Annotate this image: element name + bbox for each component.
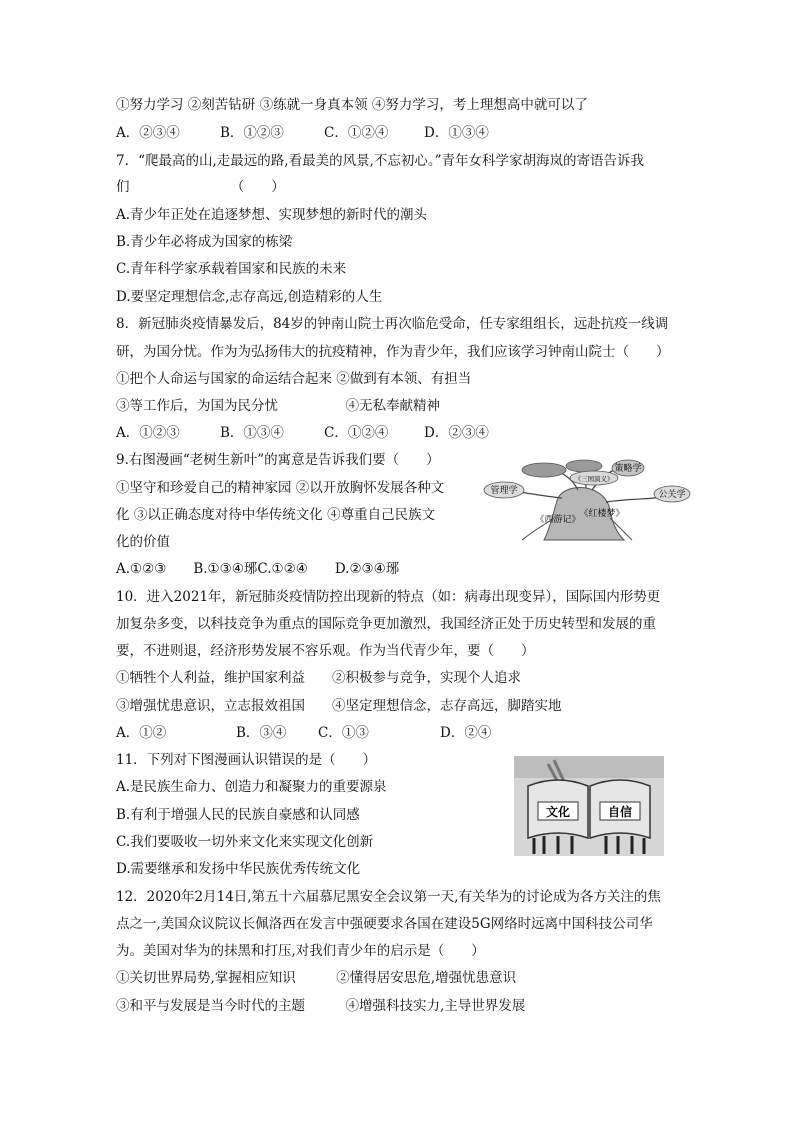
q7-option-a: A.青少年正处在追逐梦想、实现梦想的新时代的潮头 bbox=[116, 207, 428, 223]
q10-statements-2: ③增强忧患意识，立志报效祖国 ④坚定理想信念，志存高远，脚踏实地 bbox=[116, 698, 562, 714]
q8-option-a: A．①②③ bbox=[116, 425, 180, 441]
q9-options: A.①②③ B.①③④琊C.①②④ D.②③④琊 bbox=[116, 561, 400, 577]
q8-option-c: C．①②④ bbox=[324, 425, 389, 441]
q10-stem-line1: 10．进入2021年，新冠肺炎疫情防控出现新的特点（如：病毒出现变异），国际国内形势更 bbox=[116, 589, 661, 605]
leaf-label-pr: 公关学 bbox=[658, 490, 686, 500]
tree-new-leaves-cartoon bbox=[482, 458, 694, 542]
q9-stem: 9.右图漫画“老树生新叶”的寓意是告诉我们要（ ） bbox=[116, 452, 440, 468]
q10-stem-line3: 要，不进则退，经济形势发展不容乐观。作为当代青少年，要（ ） bbox=[116, 643, 535, 659]
q7-option-d: D.要坚定理想信念,志存高远,创造精彩的人生 bbox=[116, 289, 383, 305]
root-label-hongloumeng: 《红楼梦》 bbox=[579, 509, 625, 519]
q6-option-b: B．①②③ bbox=[220, 125, 284, 141]
book-right-label: 自信 bbox=[607, 805, 633, 819]
q6-options bbox=[116, 124, 489, 142]
q6-option-d: D．①③④ bbox=[424, 125, 489, 141]
q9-statements-1: ①坚守和珍爱自己的精神家园 ②以开放胸怀发展各种文 bbox=[116, 480, 445, 496]
q6-option-c: C．①②④ bbox=[324, 125, 389, 141]
q12-statements-2: ③和平与发展是当今时代的主题 ④增强科技实力,主导世界发展 bbox=[116, 998, 526, 1014]
q6-option-a: A．②③④ bbox=[116, 125, 180, 141]
q7-option-b: B.青少年必将成为国家的栋梁 bbox=[116, 234, 293, 250]
q10-option-a: A．①② bbox=[116, 725, 167, 741]
q10-options bbox=[116, 724, 491, 742]
q8-statements-2: ③等工作后，为国为民分忧 ④无私奉献精神 bbox=[116, 398, 440, 414]
q8-option-d: D．②③④ bbox=[424, 425, 489, 441]
cultural-confidence-cartoon bbox=[514, 756, 664, 856]
q11-option-c: C.我们要吸收一切外来文化来实现文化创新 bbox=[116, 834, 374, 850]
q12-stem-line1: 12．2020年2月14日,第五十六届慕尼黑安全会议第一天,有关华为的讨论成为各方关注的焦 bbox=[116, 889, 661, 905]
q11-option-a: A.是民族生命力、创造力和凝聚力的重要源泉 bbox=[116, 779, 387, 795]
q9-statements-3: 化的价值 bbox=[116, 534, 170, 550]
q8-option-b: B．①③④ bbox=[220, 425, 284, 441]
q10-stem-line2: 加复杂多变，以科技竞争为重点的国际竞争更加激烈，我国经济正处于历史转型和发展的重 bbox=[116, 616, 656, 632]
q7-stem-line1: 7．“爬最高的山,走最远的路,看最美的风景,不忘初心。”青年女科学家胡海岚的寄语告诉我 bbox=[116, 153, 645, 169]
q9-statements-2: 化 ③以正确态度对待中华传统文化 ④尊重自己民族文 bbox=[116, 507, 436, 523]
q8-statements-1: ①把个人命运与国家的命运结合起来 ②做到有本领、有担当 bbox=[116, 371, 472, 387]
q7-option-c: C.青年科学家承载着国家和民族的未来 bbox=[116, 261, 347, 277]
q12-stem-line2: 点之一,美国众议院议长佩洛西在发言中强硬要求各国在建设5G网络时远离中国科技公司华 bbox=[116, 916, 653, 932]
q8-options bbox=[116, 424, 489, 442]
q12-statements-1: ①关切世界局势,掌握相应知识 ②懂得居安思危,增强忧患意识 bbox=[116, 970, 517, 986]
q10-option-d: D．②④ bbox=[440, 725, 492, 741]
leaf-label-sanguo: 《三国演义》 bbox=[574, 475, 614, 483]
q6-statements: ①努力学习 ②刻苦钻研 ③练就一身真本领 ④努力学习，考上理想高中就可以了 bbox=[116, 97, 588, 113]
leaf-label-management: 管理学 bbox=[490, 486, 518, 496]
root-label-xiyouji: 《西游记》 bbox=[535, 515, 581, 525]
q10-statements-1: ①牺牲个人利益，维护国家利益 ②积极参与竞争，实现个人追求 bbox=[116, 670, 521, 686]
q11-option-b: B.有利于增强人民的民族自豪感和认同感 bbox=[116, 807, 360, 823]
q11-stem: 11．下列对下图漫画认识错误的是（ ） bbox=[116, 752, 377, 768]
q8-stem-line2: 研，为国分忧。作为为弘扬伟大的抗疫精神，作为青少年，我们应该学习钟南山院士（ ） bbox=[116, 344, 670, 360]
q8-stem-line1: 8．新冠肺炎疫情暴发后，84岁的钟南山院士再次临危受命，任专家组组长，远赴抗疫一线调 bbox=[116, 316, 669, 332]
q10-option-b: B．③④ bbox=[236, 725, 287, 741]
q11-option-d: D.需要继承和发扬中华民族优秀传统文化 bbox=[116, 861, 361, 877]
q7-stem-line2: 们 （ ） bbox=[116, 179, 285, 195]
q12-stem-line3: 为。美国对华为的抹黑和打压,对我们青少年的启示是（ ） bbox=[116, 943, 485, 959]
leaf-label-strategy: 策略学 bbox=[614, 464, 642, 474]
q10-option-c: C．①③ bbox=[318, 725, 369, 741]
book-left-label: 文化 bbox=[545, 805, 571, 819]
